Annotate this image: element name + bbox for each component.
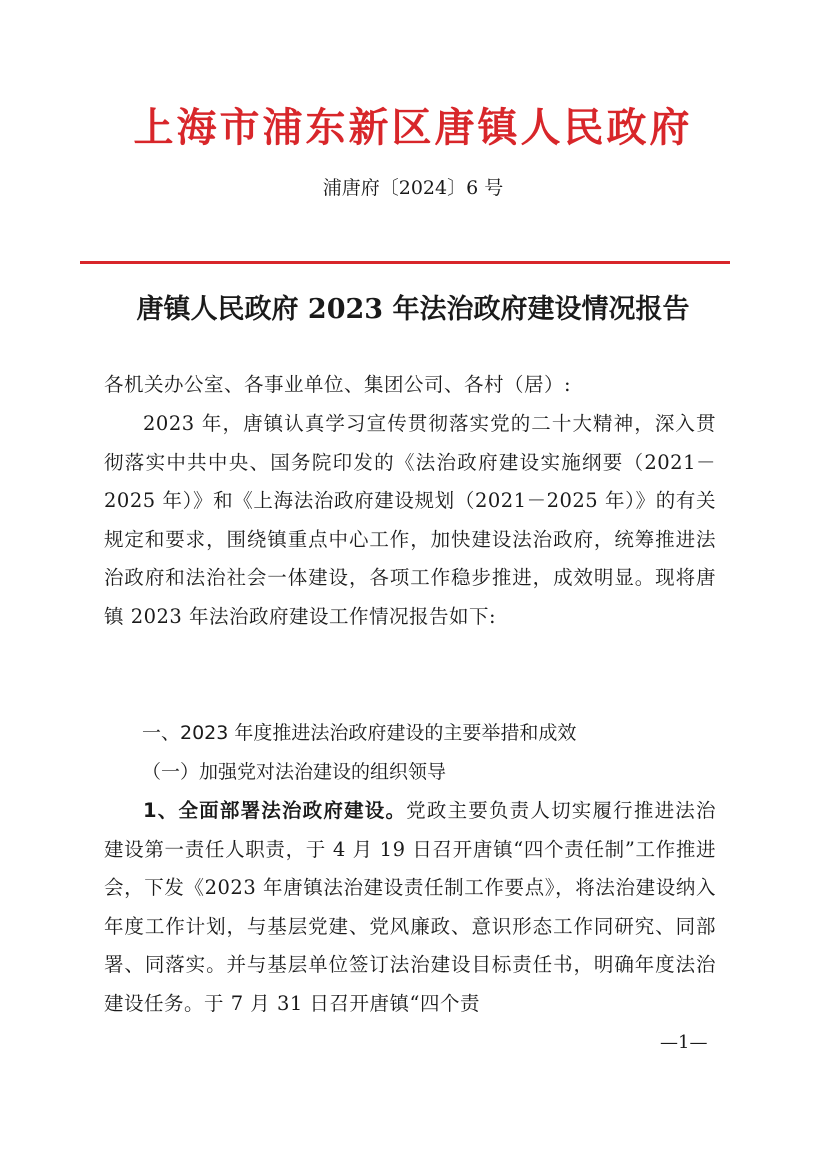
- item-body-text: 党政主要负责人切实履行推进法治建设第一责任人职责，于 4 月 19 日召开唐镇“四个责任制”工作推进会，下发《2023 年唐镇法治建设责任制工作要点》，将法治建设纳入年度工作计划，与基层党建、党风廉政、意识形态工作同研究、同部署、同落实。并与基层单位签订法治建设目标责任书，明确年度法治建设任务。于 7 月 31 日召开唐镇“四个责: [104, 799, 716, 1015]
- addressee-line: 各机关办公室、各事业单位、集团公司、各村（居）:: [104, 373, 572, 396]
- item-paragraph-1: [104, 792, 716, 1023]
- agency-header-title: 上海市浦东新区唐镇人民政府: [133, 104, 693, 151]
- document-title: 唐镇人民政府 2023 年法治政府建设情况报告: [136, 294, 690, 325]
- intro-paragraph: 2023 年，唐镇认真学习宣传贯彻落实党的二十大精神，深入贯彻落实中共中央、国务院印发的《法治政府建设实施纲要（2021－2025 年）》和《上海法治政府建设规划（2021－2025 年）》的有关规定和要求，围绕镇重点中心工作，加快建设法治政府，统筹推进法治政府和法治社会一体建设，各项工作稳步推进，成效明显。现将唐镇 2023 年法治政府建设工作情况报告如下:: [104, 412, 716, 628]
- section-heading-1: 一、2023 年度推进法治政府建设的主要举措和成效: [142, 722, 577, 744]
- page-number: —1—: [660, 1032, 708, 1053]
- item-lead-text: 1、全面部署法治政府建设。: [143, 799, 407, 822]
- red-separator-line: [80, 261, 730, 264]
- subsection-heading-1: （一）加强党对法治建设的组织领导: [142, 761, 447, 783]
- document-number: 浦唐府〔2024〕6 号: [322, 177, 504, 199]
